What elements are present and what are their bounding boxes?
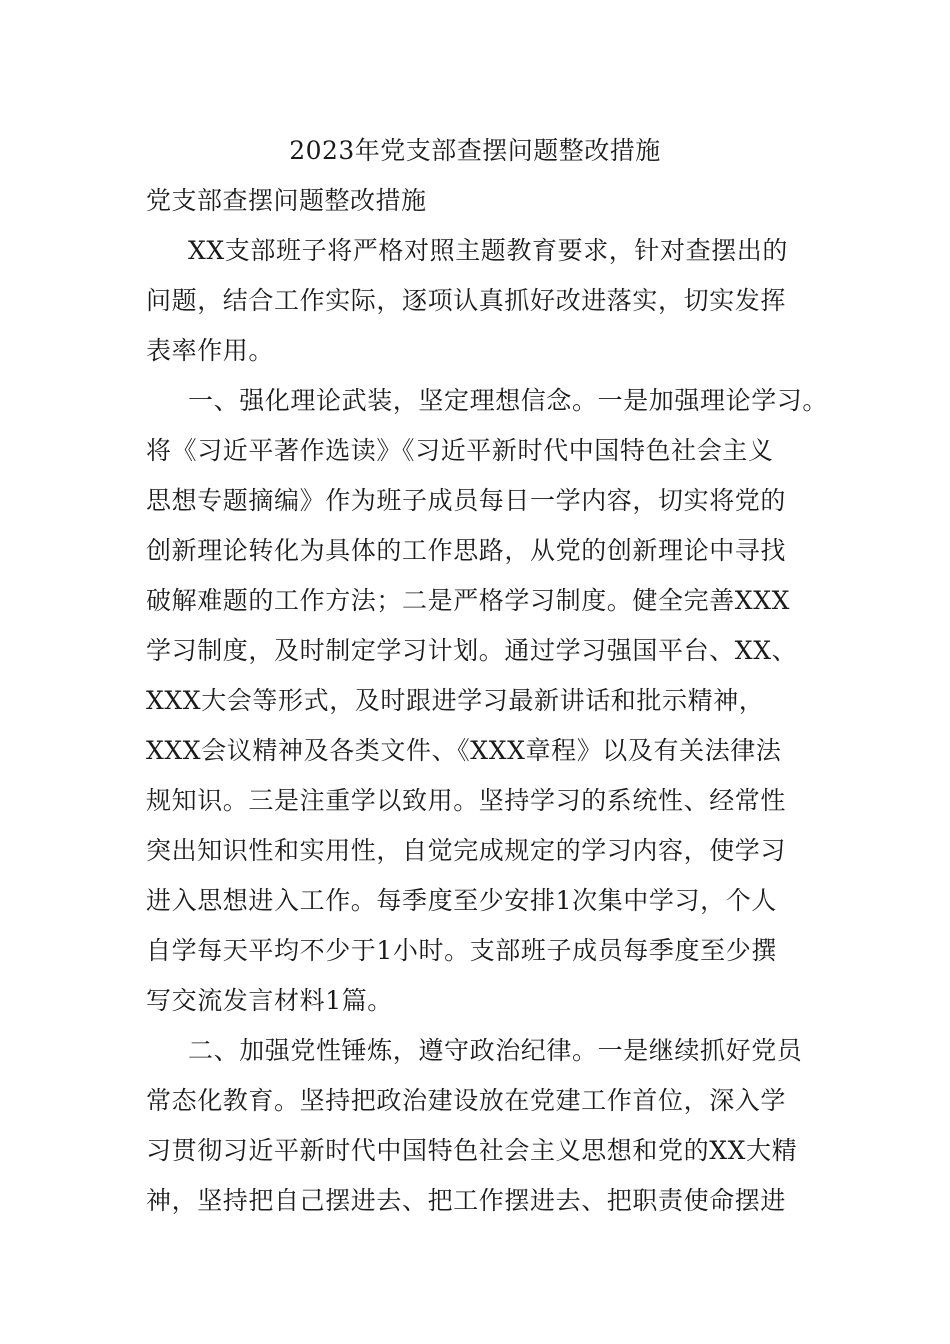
paragraph-line: 常态化教育。坚持把政治建设放在党建工作首位，深入学 (146, 1086, 787, 1115)
paragraph-line: 进入思想进入工作。每季度至少安排1次集中学习，个人 (146, 886, 777, 915)
paragraph-line: 写交流发言材料1篇。 (146, 986, 393, 1015)
paragraph-line: 神，坚持把自己摆进去、把工作摆进去、把职责使命摆进 (146, 1186, 787, 1215)
paragraph-line: 创新理论转化为具体的工作思路，从党的创新理论中寻找 (146, 536, 787, 565)
document-body (146, 226, 836, 1226)
paragraph-line: 习贯彻习近平新时代中国特色社会主义思想和党的XX大精 (146, 1136, 798, 1165)
paragraph-line: 学习制度，及时制定学习计划。通过学习强国平台、XX、 (146, 636, 798, 665)
paragraph-line: 自学每天平均不少于1小时。支部班子成员每季度至少撰 (146, 936, 777, 965)
paragraph-line: 规知识。三是注重学以致用。坚持学习的系统性、经常性 (146, 786, 787, 815)
paragraph-line: 思想专题摘编》作为班子成员每日一学内容，切实将党的 (146, 486, 787, 515)
paragraph-line: 将《习近平著作选读》《习近平新时代中国特色社会主义 (146, 436, 774, 465)
paragraph-line: 破解难题的工作方法；二是严格学习制度。健全完善XXX (146, 586, 790, 615)
paragraph-section-two (146, 1026, 836, 1226)
paragraph-intro (146, 226, 836, 376)
document-title: 2023年党支部查摆问题整改措施 (289, 136, 661, 165)
paragraph-line: 二、加强党性锤炼，遵守政治纪律。一是继续抓好党员 (188, 1036, 803, 1065)
paragraph-line: 一、强化理论武装，坚定理想信念。一是加强理论学习。 (188, 386, 829, 415)
paragraph-line: 表率作用。 (146, 336, 275, 365)
document-subtitle: 党支部查摆问题整改措施 (146, 186, 427, 215)
paragraph-line: XXX会议精神及各类文件、《XXX章程》以及有关法律法 (146, 736, 782, 765)
paragraph-section-one (146, 376, 836, 1026)
paragraph-line: XXX大会等形式，及时跟进学习最新讲话和批示精神， (146, 686, 765, 715)
paragraph-line: XX支部班子将严格对照主题教育要求，针对查摆出的 (188, 236, 788, 265)
paragraph-line: 问题，结合工作实际，逐项认真抓好改进落实，切实发挥 (146, 286, 787, 315)
paragraph-line: 突出知识性和实用性，自觉完成规定的学习内容，使学习 (146, 836, 787, 865)
